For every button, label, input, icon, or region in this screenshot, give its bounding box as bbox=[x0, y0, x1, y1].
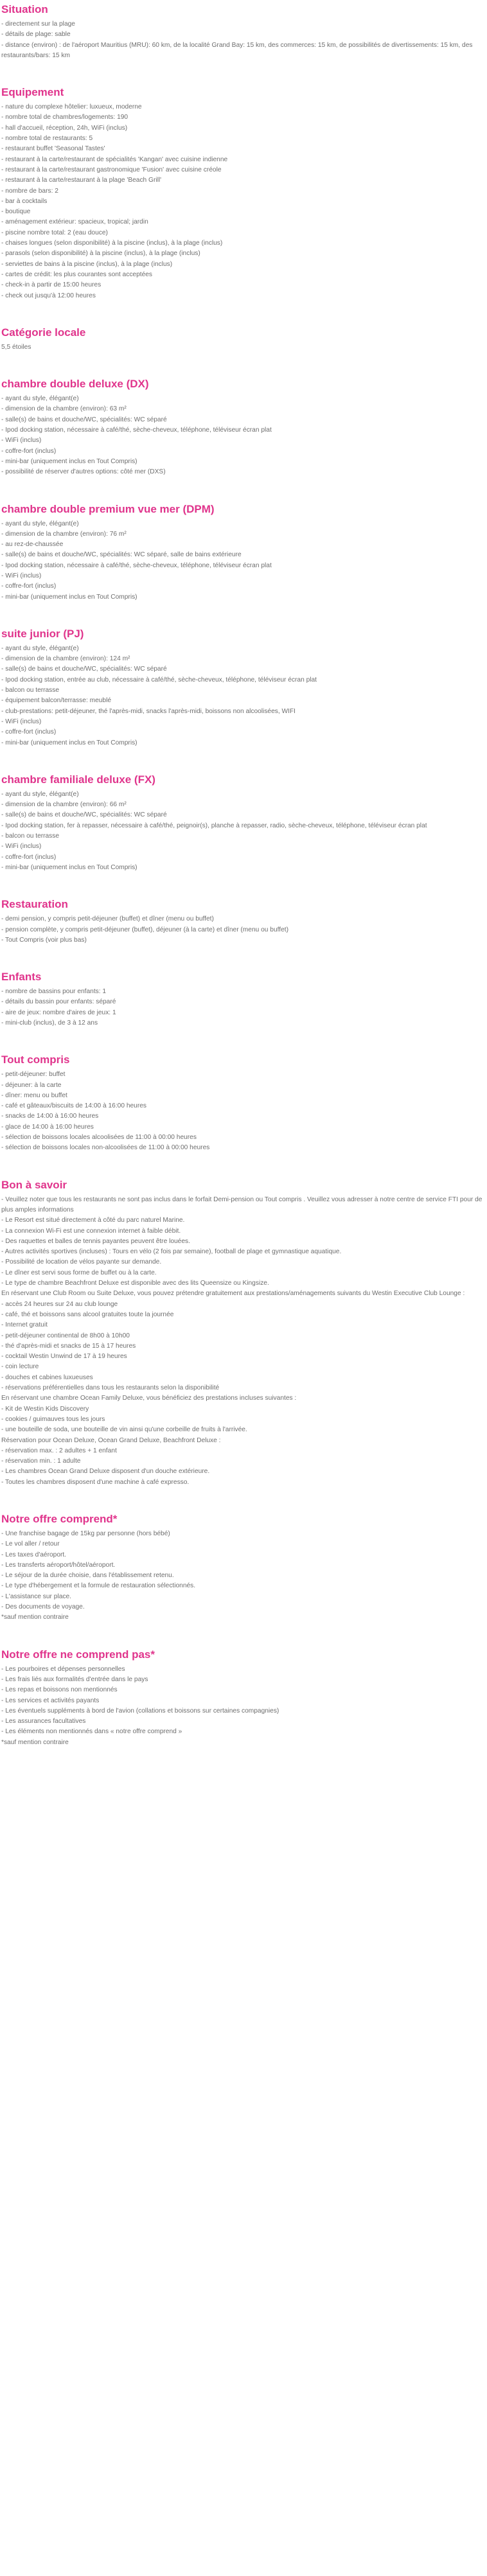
list-item: - Ipod docking station, fer à repasser, nécessaire à café/thé, peignoir(s), planche à repasser, radio, sèche-cheveux, téléphone, téléviseur écran plat bbox=[1, 822, 427, 829]
list-item: - thé d'après-midi et snacks de 15 à 17 heures bbox=[1, 1342, 136, 1350]
list-item: - Les pourboires et dépenses personnelles bbox=[1, 1665, 125, 1673]
section-lines bbox=[1, 1664, 483, 1748]
list-item: - Les frais liés aux formalités d'entrée dans le pays bbox=[1, 1675, 148, 1683]
list-item: - Les services et activités payants bbox=[1, 1697, 100, 1704]
section-restauration bbox=[1, 897, 483, 970]
section-lines bbox=[1, 19, 483, 61]
list-item: - restaurant à la carte/restaurant gastronomique 'Fusion' avec cuisine créole bbox=[1, 166, 222, 173]
list-item: - mini-bar (uniquement inclus en Tout Compris) bbox=[1, 593, 137, 601]
section-lines bbox=[1, 914, 483, 946]
list-item: - Le dîner est servi sous forme de buffet ou à la carte. bbox=[1, 1269, 157, 1276]
list-item: - réservation min. : 1 adulte bbox=[1, 1458, 81, 1465]
list-item: - demi pension, y compris petit-déjeuner (buffet) et dîner (menu ou buffet) bbox=[1, 915, 214, 923]
section-notre-offre-comprend bbox=[1, 1512, 483, 1648]
list-item: - réservations préférentielles dans tous les restaurants selon la disponibilité bbox=[1, 1384, 220, 1392]
list-item: - dimension de la chambre (environ): 63 m² bbox=[1, 405, 127, 413]
list-item: - pension complète, y compris petit-déjeuner (buffet), déjeuner (à la carte) et dîner (menu ou buffet) bbox=[1, 926, 288, 933]
list-item: - ayant du style, élégant(e) bbox=[1, 520, 79, 527]
list-item: - coffre-fort (inclus) bbox=[1, 583, 57, 590]
section-lines bbox=[1, 987, 483, 1028]
section-title: chambre double deluxe (DX) bbox=[1, 378, 149, 391]
list-item: - petit-déjeuner: buffet bbox=[1, 1071, 66, 1079]
section-title: Notre offre ne comprend pas* bbox=[1, 1648, 155, 1661]
section-situation bbox=[1, 3, 483, 85]
list-item: - détails du bassin pour enfants: séparé bbox=[1, 998, 116, 1006]
list-item: - Kit de Westin Kids Discovery bbox=[1, 1405, 89, 1413]
list-item: - check-in à partir de 15:00 heures bbox=[1, 281, 102, 289]
list-item: - mini-club (inclus), de 3 à 12 ans bbox=[1, 1019, 98, 1027]
list-item: - nature du complexe hôtelier: luxueux, moderne bbox=[1, 103, 142, 111]
list-item: - dimension de la chambre (environ): 124 m² bbox=[1, 655, 130, 663]
list-item: - mini-bar (uniquement inclus en Tout Compris) bbox=[1, 739, 137, 746]
section-title: Equipement bbox=[1, 86, 64, 99]
list-item: - sélection de boissons locales non-alcoolisées de 11:00 à 00:00 heures bbox=[1, 1144, 210, 1152]
list-item: - déjeuner: à la carte bbox=[1, 1081, 62, 1089]
list-item: - WiFi (inclus) bbox=[1, 437, 42, 445]
list-item: - petit-déjeuner continental de 8h00 à 10h00 bbox=[1, 1332, 130, 1339]
list-item: - dimension de la chambre (environ): 76 m² bbox=[1, 530, 127, 538]
list-item: - sélection de boissons locales alcoolisées de 11:00 à 00:00 heures bbox=[1, 1134, 197, 1142]
list-item: - balcon ou terrasse bbox=[1, 687, 60, 694]
list-item: - restaurant à la carte/restaurant à la plage 'Beach Grill' bbox=[1, 177, 162, 184]
section-equipement bbox=[1, 85, 483, 326]
list-item: En réservant une chambre Ocean Family Deluxe, vous bénéficiez des prestations incluses suivantes : bbox=[1, 1395, 297, 1402]
list-item: - dimension de la chambre (environ): 66 m² bbox=[1, 801, 127, 809]
section-lines bbox=[1, 644, 483, 748]
list-item: - salle(s) de bains et douche/WC, spécialités: WC séparé bbox=[1, 666, 167, 673]
section-title: Tout compris bbox=[1, 1054, 70, 1066]
section-title: Notre offre comprend* bbox=[1, 1512, 118, 1525]
list-item: - Des raquettes et balles de tennis payantes peuvent être louées. bbox=[1, 1237, 190, 1245]
list-item: - cocktail Westin Unwind de 17 à 19 heures bbox=[1, 1353, 127, 1361]
list-item: Réservation pour Ocean Deluxe, Ocean Grand Deluxe, Beachfront Deluxe : bbox=[1, 1436, 221, 1444]
section-title: Bon à savoir bbox=[1, 1178, 67, 1191]
list-item: - Veuillez noter que tous les restaurants ne sont pas inclus dans le forfait Demi-pension ou Tout compris . Veuillez vous adresser à notre centre de service FTI pour de plus amples informations bbox=[1, 1195, 483, 1213]
list-item: - aire de jeux: nombre d'aires de jeux: 1 bbox=[1, 1009, 116, 1016]
list-item: - nombre total de chambres/logements: 190 bbox=[1, 114, 128, 121]
section-lines bbox=[1, 1070, 483, 1153]
list-item: - Les taxes d'aéroport. bbox=[1, 1551, 67, 1558]
section-lines bbox=[1, 519, 483, 603]
list-item: - possibilité de réserver d'autres options: côté mer (DXS) bbox=[1, 468, 166, 476]
list-item: - Ipod docking station, nécessaire à café/thé, sèche-cheveux, téléphone, téléviseur écran plat bbox=[1, 427, 272, 434]
list-item: - dîner: menu ou buffet bbox=[1, 1091, 67, 1099]
list-item: - Toutes les chambres disposent d'une machine à café expresso. bbox=[1, 1478, 190, 1486]
list-item: *sauf mention contraire bbox=[1, 1738, 69, 1746]
list-item: - Possibilité de location de vélos payante sur demande. bbox=[1, 1258, 162, 1266]
list-item: - cartes de crédit: les plus courantes sont acceptées bbox=[1, 270, 152, 278]
list-item: - Ipod docking station, entrée au club, nécessaire à café/thé, sèche-cheveux, téléphone, téléviseur écran plat bbox=[1, 676, 317, 684]
list-item: *sauf mention contraire bbox=[1, 1614, 69, 1621]
list-item: - au rez-de-chaussée bbox=[1, 541, 64, 549]
list-item: - piscine nombre total: 2 (eau douce) bbox=[1, 229, 108, 236]
section-title: suite junior (PJ) bbox=[1, 627, 84, 640]
list-item: - une bouteille de soda, une bouteille de vin ainsi qu'une corbeille de fruits à l'arrivée. bbox=[1, 1426, 247, 1434]
section-title: chambre familiale deluxe (FX) bbox=[1, 773, 155, 786]
list-item: - hall d'accueil, réception, 24h, WiFi (inclus) bbox=[1, 124, 128, 132]
list-item: - détails de plage: sable bbox=[1, 31, 71, 39]
list-item: - Les éventuels suppléments à bord de l'avion (collations et boissons sur certaines compagnies) bbox=[1, 1707, 279, 1715]
list-item: - restaurant à la carte/restaurant de spécialités 'Kangan' avec cuisine indienne bbox=[1, 155, 228, 163]
list-item: - Les éléments non mentionnés dans « notre offre comprend » bbox=[1, 1728, 182, 1736]
list-item: - distance (environ) : de l'aéroport Mauritius (MRU): 60 km, de la localité Grand Bay: 15 km, des commerces: 15 km, de possibilités de divertissements: 15 km, des restaurants/bars: 15 km bbox=[1, 41, 473, 59]
list-item: - coffre-fort (inclus) bbox=[1, 853, 57, 861]
list-item: - Le séjour de la durée choisie, dans l'établissement retenu. bbox=[1, 1572, 174, 1580]
list-item: - club-prestations: petit-déjeuner, thé l'après-midi, snacks l'après-midi, boissons non alcoolisées, WIFI bbox=[1, 707, 296, 715]
list-item: - coffre-fort (inclus) bbox=[1, 447, 57, 455]
list-item: 5,5 étoiles bbox=[1, 343, 31, 351]
list-item: - La connexion Wi-Fi est une connexion internet à faible débit. bbox=[1, 1227, 181, 1235]
list-item: - Autres activités sportives (incluses) : Tours en vélo (2 fois par semaine), football de plage et gymnastique aquatique. bbox=[1, 1248, 342, 1256]
list-item: - Les transferts aéroport/hôtel/aéroport. bbox=[1, 1561, 116, 1569]
section-title: Situation bbox=[1, 3, 48, 15]
list-item: - Ipod docking station, nécessaire à café/thé, sèche-cheveux, téléphone, téléviseur écran plat bbox=[1, 561, 272, 569]
list-item: - L'assistance sur place. bbox=[1, 1592, 71, 1600]
list-item: - directement sur la plage bbox=[1, 21, 75, 28]
section-tout-compris bbox=[1, 1053, 483, 1178]
section-title: Restauration bbox=[1, 898, 68, 911]
list-item: - aménagement extérieur: spacieux, tropical; jardin bbox=[1, 218, 148, 226]
list-item: - Le Resort est situé directement à côté du parc naturel Marine. bbox=[1, 1217, 185, 1224]
section-lines bbox=[1, 342, 483, 353]
section-title: chambre double premium vue mer (DPM) bbox=[1, 502, 215, 515]
section-chambre-double-deluxe-dx bbox=[1, 377, 483, 502]
section-notre-offre-ne-comprend-pas bbox=[1, 1648, 483, 1748]
list-item: - WiFi (inclus) bbox=[1, 718, 42, 725]
list-item: - Des documents de voyage. bbox=[1, 1603, 85, 1611]
list-item: - Internet gratuit bbox=[1, 1321, 48, 1329]
list-item: En réservant une Club Room ou Suite Deluxe, vous pouvez prétendre gratuitement aux prestations/aménagements suivants du Westin Executive Club Lounge : bbox=[1, 1290, 465, 1298]
list-item: - cookies / guimauves tous les jours bbox=[1, 1415, 105, 1423]
list-item: - café et gâteaux/biscuits de 14:00 à 16:00 heures bbox=[1, 1102, 146, 1110]
list-item: - Le type de chambre Beachfront Deluxe est disponible avec des lits Queensize ou Kingsize. bbox=[1, 1280, 269, 1287]
section-enfants bbox=[1, 970, 483, 1053]
list-item: - bar à cocktails bbox=[1, 197, 48, 205]
list-item: - Le vol aller / retour bbox=[1, 1540, 60, 1548]
list-item: - coin lecture bbox=[1, 1363, 39, 1371]
list-item: - salle(s) de bains et douche/WC, spécialités: WC séparé, salle de bains extérieure bbox=[1, 551, 242, 559]
section-lines bbox=[1, 1529, 483, 1623]
list-item: - ayant du style, élégant(e) bbox=[1, 790, 79, 798]
list-item: - glace de 14:00 à 16:00 heures bbox=[1, 1123, 94, 1131]
list-item: - WiFi (inclus) bbox=[1, 572, 42, 579]
list-item: - salle(s) de bains et douche/WC, spécialités: WC séparé bbox=[1, 811, 167, 819]
section-lines bbox=[1, 102, 483, 301]
list-item: - Une franchise bagage de 15kg par personne (hors bébé) bbox=[1, 1530, 170, 1537]
list-item: - WiFi (inclus) bbox=[1, 843, 42, 851]
list-item: - boutique bbox=[1, 208, 31, 216]
section-title: Catégorie locale bbox=[1, 326, 86, 339]
section-lines bbox=[1, 1195, 483, 1488]
section-lines bbox=[1, 394, 483, 477]
list-item: - accès 24 heures sur 24 au club lounge bbox=[1, 1300, 118, 1308]
section-cat-gorie-locale bbox=[1, 326, 483, 377]
list-item: - café, thé et boissons sans alcool gratuites toute la journée bbox=[1, 1310, 174, 1318]
list-item: - réservation max. : 2 adultes + 1 enfant bbox=[1, 1447, 117, 1454]
list-item: - ayant du style, élégant(e) bbox=[1, 395, 79, 403]
list-item: - Les repas et boissons non mentionnés bbox=[1, 1686, 118, 1694]
list-item: - chaises longues (selon disponibilité) à la piscine (inclus), à la plage (inclus) bbox=[1, 240, 223, 247]
list-item: - nombre total de restaurants: 5 bbox=[1, 135, 93, 143]
list-item: - parasols (selon disponibilité) à la piscine (inclus), à la plage (inclus) bbox=[1, 250, 200, 258]
section-lines bbox=[1, 790, 483, 873]
list-item: - Le type d'hébergement et la formule de restauration sélectionnés. bbox=[1, 1582, 196, 1590]
list-item: - nombre de bassins pour enfants: 1 bbox=[1, 988, 107, 996]
list-item: - restaurant buffet 'Seasonal Tastes' bbox=[1, 145, 105, 153]
list-item: - ayant du style, élégant(e) bbox=[1, 644, 79, 652]
list-item: - Tout Compris (voir plus bas) bbox=[1, 936, 87, 944]
list-item: - balcon ou terrasse bbox=[1, 833, 60, 840]
list-item: - Les chambres Ocean Grand Deluxe disposent d'un douche extérieure. bbox=[1, 1468, 210, 1476]
list-item: - coffre-fort (inclus) bbox=[1, 728, 57, 736]
list-item: - nombre de bars: 2 bbox=[1, 187, 58, 195]
list-item: - snacks de 14:00 à 16:00 heures bbox=[1, 1113, 99, 1120]
list-item: - douches et cabines luxueuses bbox=[1, 1373, 93, 1381]
section-bon-savoir bbox=[1, 1178, 483, 1512]
list-item: - serviettes de bains à la piscine (inclus), à la plage (inclus) bbox=[1, 260, 173, 268]
section-chambre-double-premium-vue-mer-dpm bbox=[1, 502, 483, 627]
section-chambre-familiale-deluxe-fx bbox=[1, 773, 483, 897]
list-item: - salle(s) de bains et douche/WC, spécialités: WC séparé bbox=[1, 416, 167, 423]
list-item: - mini-bar (uniquement inclus en Tout Compris) bbox=[1, 457, 137, 465]
section-suite-junior-pj bbox=[1, 627, 483, 773]
list-item: - check out jusqu'à 12:00 heures bbox=[1, 292, 96, 299]
list-item: - mini-bar (uniquement inclus en Tout Compris) bbox=[1, 863, 137, 871]
list-item: - équipement balcon/terrasse: meublé bbox=[1, 697, 112, 705]
section-title: Enfants bbox=[1, 971, 42, 984]
list-item: - Les assurances facultatives bbox=[1, 1718, 86, 1725]
